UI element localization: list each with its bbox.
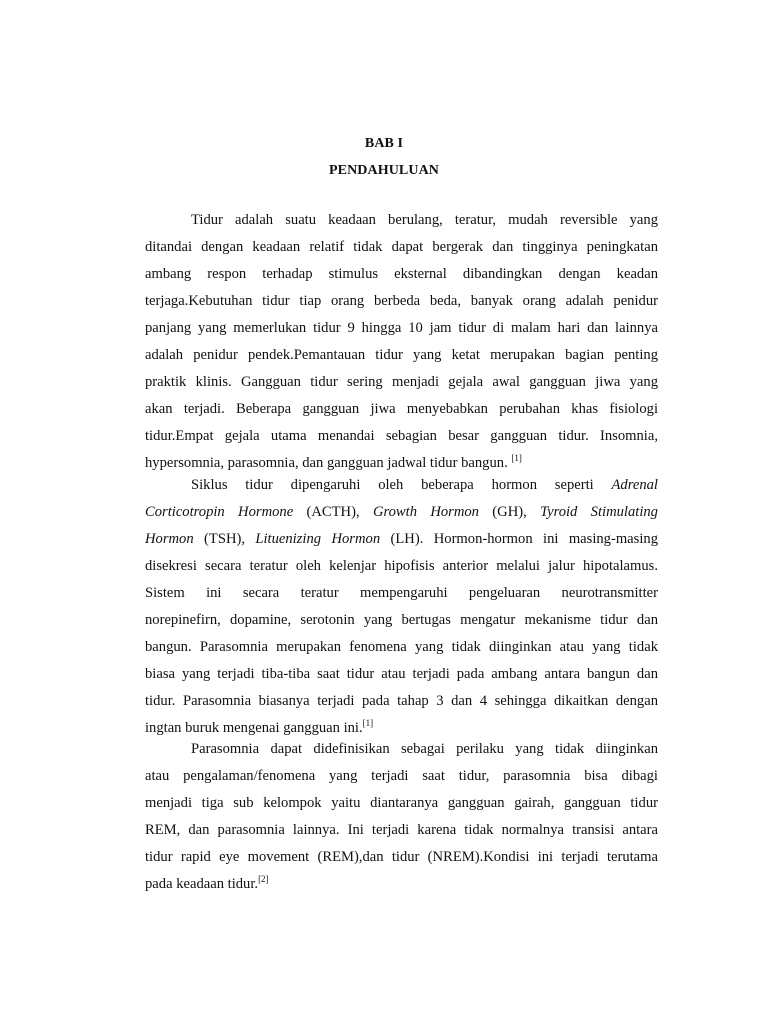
paragraph-line: akan terjadi. Beberapa gangguan jiwa menyebabkan perubahan khas fisiologi (145, 401, 658, 417)
paragraph-line: tidur.Empat gejala utama menandai sebagian besar gangguan tidur. Insomnia, (145, 428, 658, 444)
paragraph-line: atau pengalaman/fenomena yang terjadi saat tidur, parasomnia bisa dibagi (145, 768, 658, 784)
paragraph-line: REM, dan parasomnia lainnya. Ini terjadi karena tidak normalnya transisi antara (145, 822, 658, 838)
citation-ref: [1] (362, 718, 374, 729)
paragraph-3 (145, 736, 658, 898)
paragraph-line: menjadi tiga sub kelompok yaitu diantaranya gangguan gairah, gangguan tidur (145, 795, 658, 811)
paragraph-line: praktik klinis. Gangguan tidur sering menjadi gejala awal gangguan jiwa yang (145, 374, 658, 390)
paragraph-line: terjaga.Kebutuhan tidur tiap orang berbeda beda, banyak orang adalah penidur (145, 293, 658, 309)
paragraph-line: Sistem ini secara teratur mempengaruhi pengeluaran neurotransmitter (145, 585, 658, 601)
paragraph-line: panjang yang memerlukan tidur 9 hingga 10 jam tidur di malam hari dan lainnya (145, 320, 658, 336)
citation-ref: [1] (511, 453, 522, 464)
line-text: (GH), (478, 504, 541, 520)
paragraph-1 (145, 207, 658, 477)
paragraph-line: Tidur adalah suatu keadaan berulang, teratur, mudah reversible yang (191, 212, 658, 228)
citation-ref: [2] (258, 874, 269, 885)
line-text: hypersomnia, parasomnia, dan gangguan jadwal tidur bangun. (145, 455, 512, 471)
line-text: pada keadaan tidur. (145, 876, 259, 892)
chapter-heading: BAB I (364, 136, 404, 151)
line-text: (LH). Hormon-hormon ini masing-masing (380, 531, 658, 547)
line-text: (TSH), (193, 531, 256, 547)
paragraph-line: biasa yang terjadi tiba-tiba saat tidur atau terjadi pada ambang antara bangun dan (145, 666, 658, 682)
paragraph-line: disekresi secara teratur oleh kelenjar hipofisis anterior melalui jalur hipotalamus. (145, 558, 658, 574)
paragraph-line: tidur rapid eye movement (REM),dan tidur (NREM).Kondisi ini terjadi terutama (145, 849, 658, 865)
paragraph-2 (145, 472, 658, 742)
paragraph-line: adalah penidur pendek.Pemantauan tidur yang ketat merupakan bagian penting (145, 347, 658, 363)
italic-term: Hormon (145, 531, 194, 547)
paragraph-line: bangun. Parasomnia merupakan fenomena yang tidak diinginkan atau yang tidak (145, 639, 658, 655)
italic-term: Lituenizing Hormon (255, 531, 381, 547)
paragraph-line: norepinefirn, dopamine, serotonin yang bertugas mengatur mekanisme tidur dan (145, 612, 658, 628)
line-text: ingtan buruk mengenai gangguan ini. (145, 720, 363, 736)
paragraph-line (145, 871, 658, 898)
line-text: (ACTH), (293, 504, 373, 520)
paragraph-line: ambang respon terhadap stimulus eksternal dibandingkan dengan keadan (145, 266, 658, 282)
line-text: Siklus tidur dipengaruhi oleh beberapa hormon seperti (191, 477, 612, 493)
paragraph-line: Parasomnia dapat didefinisikan sebagai perilaku yang tidak diinginkan (191, 741, 658, 757)
paragraph-line: tidur. Parasomnia biasanya terjadi pada tahap 3 dan 4 sehingga dikaitkan dengan (145, 693, 658, 709)
italic-term: Growth Hormon (372, 504, 479, 520)
italic-term: Adrenal (611, 477, 658, 493)
paragraph-line: ditandai dengan keadaan relatif tidak dapat bergerak dan tingginya peningkatan (145, 239, 658, 255)
paragraph-line (145, 526, 658, 553)
italic-term: Tyroid Stimulating (540, 504, 658, 520)
chapter-title: PENDAHULUAN (329, 163, 439, 178)
paragraph-line (145, 499, 658, 526)
paragraph-line (145, 472, 658, 499)
italic-term: Corticotropin Hormone (145, 504, 294, 520)
